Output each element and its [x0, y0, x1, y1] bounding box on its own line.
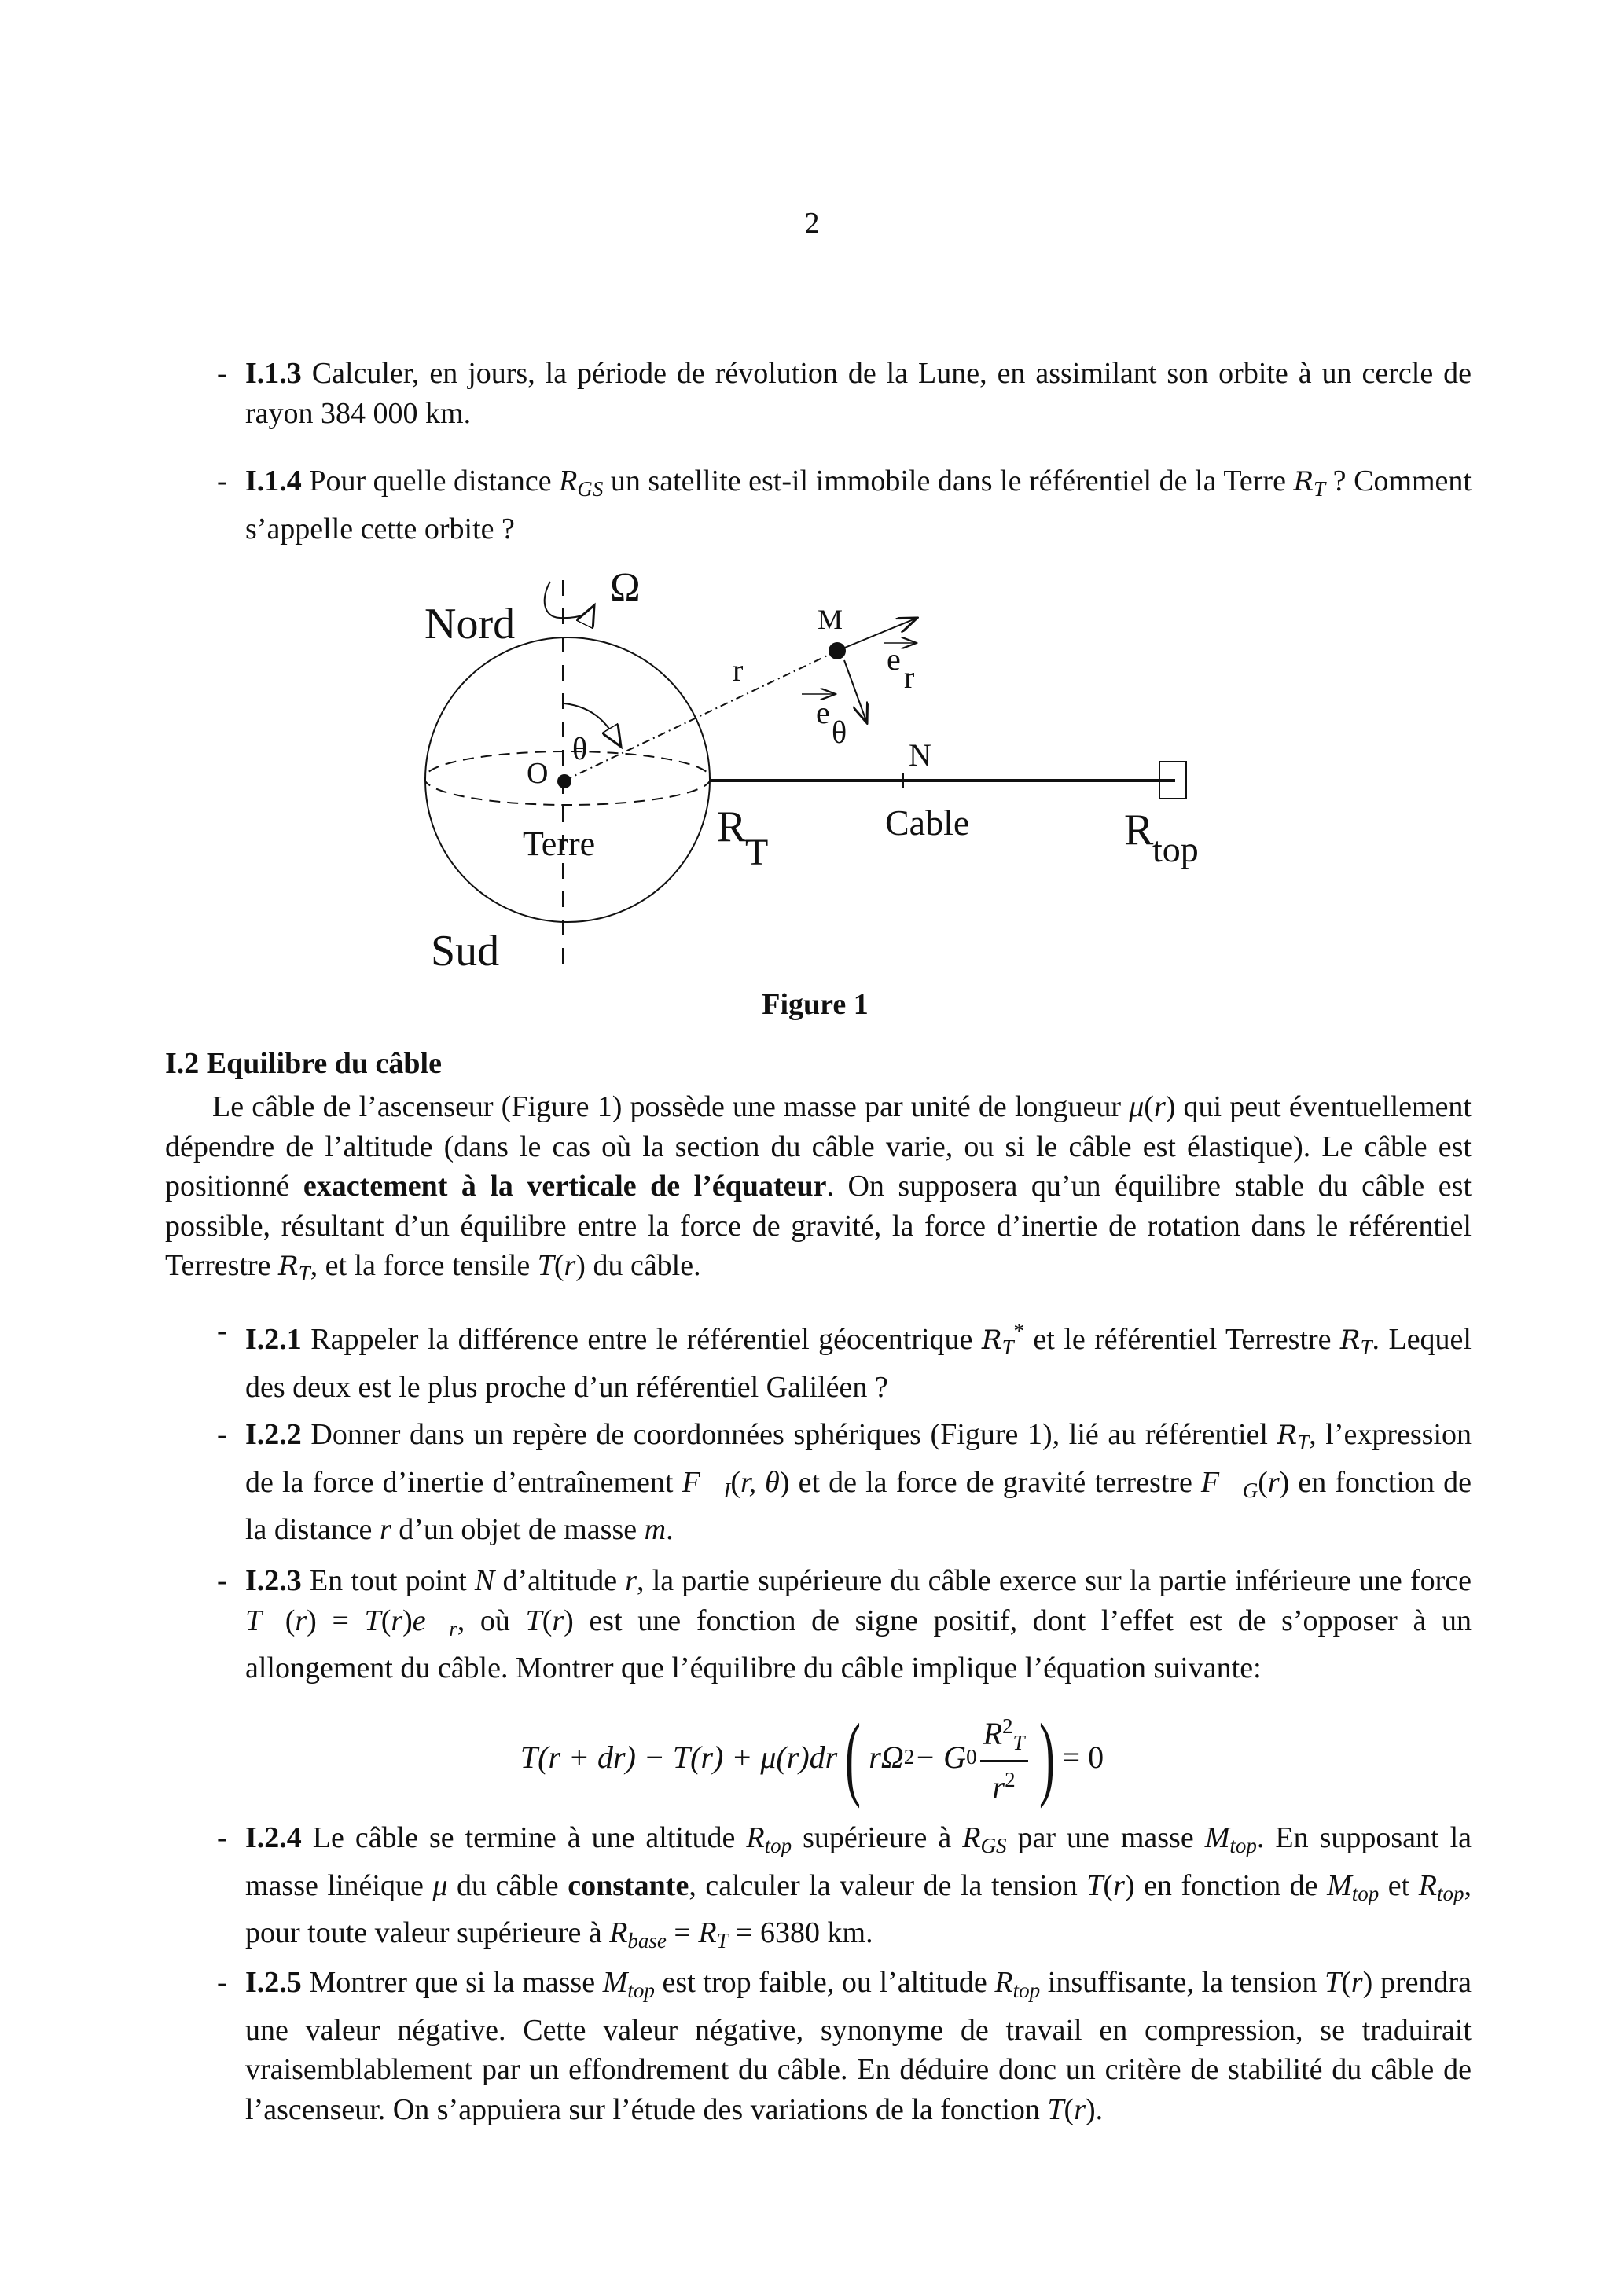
text-run: .: [666, 1513, 674, 1546]
label-r: r: [733, 652, 744, 688]
text-run: En tout point: [301, 1564, 475, 1597]
text-run: Donner dans un repère de coordonnées sphériques (Figure 1), lié au référentiel: [301, 1418, 1277, 1451]
text-run: F⃗: [682, 1465, 724, 1499]
text-run: T: [298, 1262, 310, 1285]
text-run: R: [698, 1916, 717, 1949]
text-run: T: [1086, 1868, 1104, 1902]
text-run: ).: [1085, 2092, 1104, 2126]
svg-text:r: r: [904, 659, 915, 695]
page-number: 2: [804, 207, 820, 240]
text-run: ) du câble.: [575, 1249, 701, 1282]
text-run: R: [609, 1916, 628, 1949]
text-run: r: [1074, 2092, 1086, 2126]
figure-1: [0, 0, 1624, 1038]
label-theta: θ: [572, 731, 588, 766]
question-label: I.2.4: [245, 1821, 302, 1854]
text-run: ): [402, 1604, 413, 1637]
text-run: , l’expression de la force d’inertie d’entraînement: [245, 1418, 1472, 1499]
text-run: *: [1013, 1319, 1024, 1343]
text-run: est trop faible, ou l’altitude: [654, 1966, 995, 1999]
text-run: F⃗: [1200, 1465, 1243, 1499]
text-run: d’altitude: [494, 1564, 626, 1597]
text-run: (: [542, 1604, 553, 1637]
text-run: T: [1314, 477, 1326, 501]
bullet-dash: -: [217, 357, 227, 390]
vector-e-theta: [844, 660, 867, 723]
text-run: (: [1144, 1090, 1154, 1123]
label-terre: Terre: [523, 825, 596, 863]
question-label: I.2.3: [245, 1564, 302, 1597]
text-run: R: [746, 1821, 765, 1854]
text-run: insuffisante, la tension: [1040, 1966, 1325, 1999]
text-run: . On supposera qu’un équilibre stable du câble est possible, résultant d’un équilibre entre la force de gravité, la force d’inertie de rotation dans le référentiel Terrestre: [165, 1170, 1472, 1282]
text-run: (: [1258, 1465, 1268, 1499]
text-run: , la partie supérieure du câble exerce sur la partie inférieure une force: [637, 1564, 1472, 1597]
text-run: base: [627, 1929, 667, 1953]
text-run: ) qui peut éventuellement dépendre de l’altitude (dans le cas où la section du câble varie, ou si le câble est élastique). Le câble est positionné: [165, 1090, 1472, 1203]
bullet-dash: -: [217, 1821, 227, 1854]
radius-line: [564, 651, 837, 781]
label-cable: Cable: [885, 803, 970, 843]
figure-caption: Figure 1: [762, 988, 869, 1021]
text-run: et: [1379, 1868, 1419, 1902]
label-omega: Ω: [610, 565, 641, 610]
question-label: constante: [568, 1868, 689, 1902]
text-run: par une masse: [1006, 1821, 1205, 1854]
bullet-dash: -: [217, 465, 227, 498]
text-run: (: [1064, 2092, 1075, 2126]
text-run: r: [1350, 1966, 1363, 1999]
text-run: Rappeler la différence entre le référentiel géocentrique: [301, 1323, 982, 1356]
text-run: μ: [1129, 1090, 1145, 1123]
svg-text:T: T: [745, 832, 769, 873]
text-run: R: [277, 1251, 299, 1282]
text-run: r: [391, 1604, 403, 1637]
text-run: (: [380, 1604, 391, 1637]
text-run: T: [364, 1604, 381, 1637]
text-run: r: [552, 1604, 564, 1637]
question-I-2-1: [217, 1311, 1472, 1407]
equilibrium-equation: T(r + dr) − T(r) + μ(r)dr ( rΩ 2 − G 0 $\frac{R^2T}{r^2}$ ) = 0: [520, 1704, 1104, 1809]
text-run: T: [1360, 1335, 1372, 1359]
label-rt: R: [717, 803, 747, 851]
text-run: M: [1204, 1821, 1230, 1854]
text-run: top: [1351, 1881, 1380, 1905]
text-run: , où: [457, 1604, 526, 1637]
text-run: . Lequel des deux est le plus proche d’un référentiel Galiléen ?: [245, 1323, 1472, 1404]
text-run: (: [730, 1465, 740, 1499]
text-run: ) en fonction de la distance: [245, 1465, 1472, 1546]
bullet-dash: -: [217, 1564, 227, 1597]
text-run: Le câble de l’ascenseur (Figure 1) possède une masse par unité de longueur: [212, 1090, 1130, 1123]
label-rtop: R: [1124, 806, 1154, 854]
text-run: e⃗: [412, 1604, 450, 1637]
label-o: O: [527, 757, 549, 790]
text-run: N: [474, 1564, 495, 1597]
text-run: G: [1242, 1478, 1258, 1502]
text-run: un satellite est-il immobile dans le référentiel de la Terre: [603, 465, 1294, 498]
text-run: μ: [432, 1868, 448, 1902]
text-run: GS: [980, 1834, 1007, 1857]
text-run: top: [627, 1978, 655, 2002]
svg-text:e: e: [887, 641, 901, 677]
text-run: R: [1277, 1420, 1298, 1451]
text-run: R: [994, 1966, 1013, 1999]
text-run: ) prendra une valeur négative. Cette valeur négative, synonyme de travail en compression, se traduirait vraisemblablement par un effondrement du câble. En déduire donc un critère de stabilité du câble de l’ascenseur. On s’appuiera sur l’étude des variations de la fonction: [245, 1966, 1472, 2126]
section-paragraph: [165, 1087, 1472, 1294]
text-run: T: [716, 1929, 729, 1953]
question-label: I.2.5: [245, 1966, 302, 1999]
text-run: ) est une fonction de signe positif, dont l’effet est de s’opposer à un allongement du câble. Montrer que l’équilibre du câble implique l’équation suivante:: [245, 1604, 1472, 1684]
section-heading: I.2 Equilibre du câble: [165, 1047, 442, 1080]
text-run: top: [1012, 1978, 1041, 2002]
label-n: N: [909, 737, 931, 773]
text-run: (: [285, 1604, 296, 1637]
text-run: du câble: [447, 1868, 568, 1902]
rotation-arrow-icon: [545, 582, 594, 618]
text-run: M: [1327, 1868, 1352, 1902]
label-m: M: [818, 604, 843, 635]
question-label: I.1.4: [245, 465, 302, 498]
text-run: r, θ: [740, 1465, 780, 1499]
text-run: =: [666, 1916, 699, 1949]
text-run: . En supposant la masse linéique: [245, 1821, 1472, 1902]
text-run: supérieure à: [792, 1821, 963, 1854]
text-run: (: [553, 1249, 564, 1282]
text-run: r: [1267, 1465, 1280, 1499]
question-label: exactement à la verticale de l’équateur: [303, 1170, 827, 1203]
text-run: m: [644, 1513, 667, 1546]
text-run: et le référentiel Terrestre: [1024, 1323, 1340, 1356]
vector-e-r: [837, 618, 917, 651]
question-I-2-5: [217, 1963, 1472, 2129]
text-run: r: [1153, 1090, 1166, 1123]
text-run: r: [564, 1249, 576, 1282]
text-run: T⃗: [245, 1604, 285, 1637]
text-run: top: [764, 1834, 792, 1857]
text-run: T: [1001, 1335, 1014, 1359]
svg-text:e: e: [816, 695, 830, 730]
question-label: I.2.1: [245, 1323, 302, 1356]
text-run: Montrer que si la masse: [301, 1966, 603, 1999]
text-run: T: [1047, 2092, 1064, 2126]
text-run: M: [602, 1966, 628, 1999]
text-run: T: [1297, 1431, 1310, 1454]
question-I-2-3: [217, 1561, 1472, 1688]
text-run: GS: [577, 477, 604, 501]
question-label: I.1.3: [245, 357, 302, 390]
text-run: r: [295, 1604, 307, 1637]
text-run: top: [1229, 1834, 1257, 1857]
text-run: T: [525, 1604, 542, 1637]
question-label: I.2.2: [245, 1418, 302, 1451]
text-run: , calculer la valeur de la tension: [689, 1868, 1087, 1902]
label-sud: Sud: [431, 927, 500, 975]
text-run: R: [1418, 1868, 1437, 1902]
label-nord: Nord: [424, 600, 516, 648]
text-run: (: [1103, 1868, 1114, 1902]
text-run: (: [1341, 1966, 1351, 1999]
text-run: r: [449, 1616, 457, 1640]
question-I-2-4: [217, 1818, 1472, 1961]
text-run: R: [559, 465, 578, 498]
text-run: R: [981, 1324, 1002, 1356]
text-run: Calculer, en jours, la période de révolution de la Lune, en assimilant son orbite à un cercle de rayon 384 000 km.: [245, 357, 1472, 430]
text-run: , pour toute valeur supérieure à: [245, 1868, 1472, 1949]
text-run: r: [379, 1513, 391, 1546]
text-run: r: [625, 1564, 637, 1597]
bullet-dash: -: [217, 1966, 227, 1999]
bullet-dash: -: [217, 1418, 227, 1451]
text-run: ) en fonction de: [1124, 1868, 1328, 1902]
question-I-2-2: [217, 1415, 1472, 1550]
text-run: ? Comment s’appelle cette orbite ?: [245, 465, 1472, 546]
text-run: , et la force tensile: [310, 1249, 538, 1282]
text-run: Pour quelle distance: [301, 465, 560, 498]
text-run: d’un objet de masse: [391, 1513, 645, 1546]
svg-text:θ: θ: [832, 715, 847, 750]
text-run: ) =: [307, 1604, 365, 1637]
text-run: Le câble se termine à une altitude: [301, 1821, 747, 1854]
text-run: T: [1325, 1966, 1342, 1999]
text-run: T: [537, 1249, 554, 1282]
text-run: top: [1436, 1881, 1464, 1905]
bullet-dash: -: [217, 1314, 227, 1347]
text-run: = 6380 km.: [728, 1916, 873, 1949]
svg-text:top: top: [1152, 829, 1199, 869]
text-run: I: [723, 1478, 731, 1502]
text-run: R: [962, 1821, 981, 1854]
text-run: R: [1293, 466, 1314, 498]
text-run: ) et de la force de gravité terrestre: [779, 1465, 1201, 1499]
text-run: r: [1113, 1868, 1125, 1902]
text-run: R: [1339, 1324, 1361, 1356]
point-o: [557, 774, 571, 788]
